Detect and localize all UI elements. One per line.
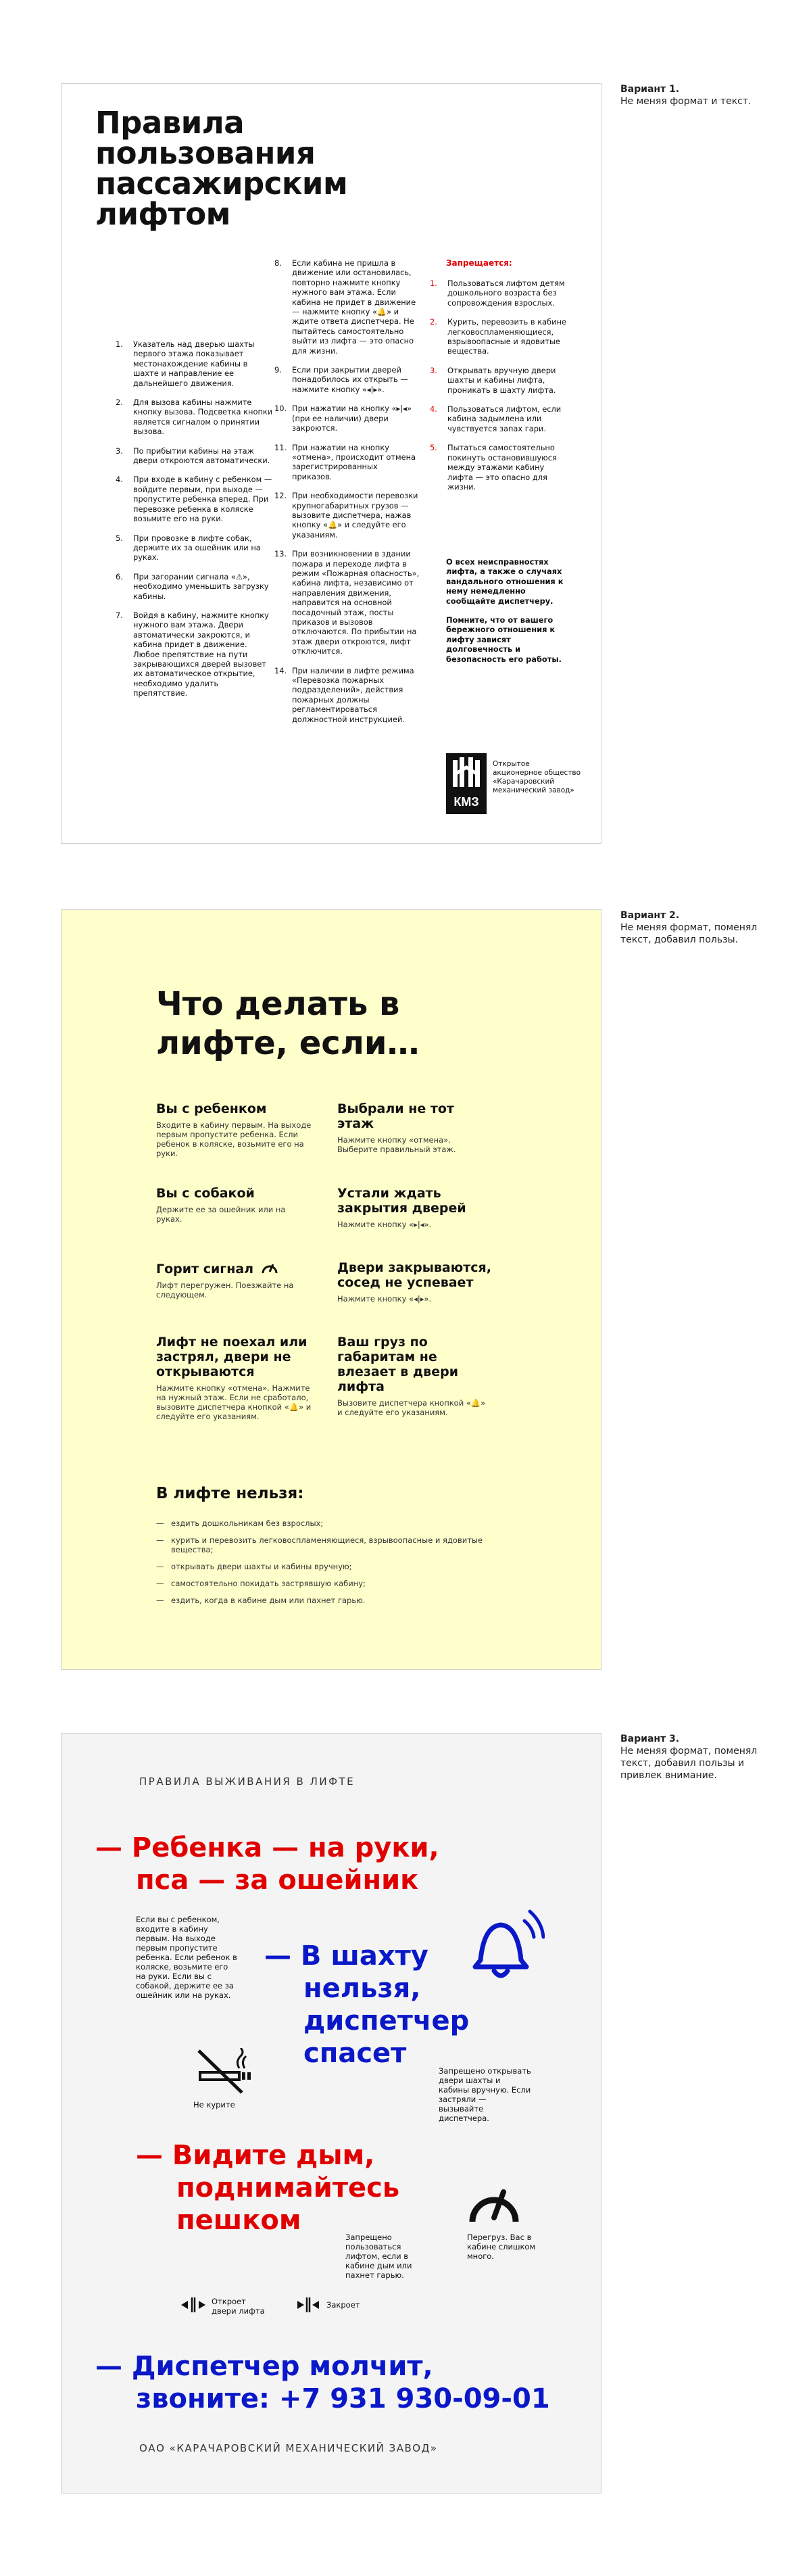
rule-item	[116, 475, 274, 523]
list-dash: —	[156, 1519, 164, 1528]
tip-neighbor	[337, 1260, 493, 1304]
rule-item	[274, 666, 420, 724]
tip-stuck	[156, 1335, 312, 1421]
variant2-note	[620, 909, 783, 946]
rule-text: Для вызова кабины нажмите кнопку вызова. Подсветка кнопки является сигналом о принятии вызова.	[133, 398, 273, 437]
smoke-text: Запрещено пользоваться лифтом, если в кабине дым или пахнет гарью.	[345, 2233, 412, 2280]
rule-number: 12.	[274, 491, 287, 501]
open-doors-label: Откроет двери лифта	[212, 2297, 265, 2316]
rule-text: При провозке в лифте собак, держите их за ошейник или на руках.	[133, 533, 261, 563]
rule-number: 4.	[430, 404, 437, 414]
rule-text: По прибытии кабины на этаж двери откроются автоматически.	[133, 446, 270, 466]
overload-gauge-icon	[467, 2180, 521, 2227]
rule-text: Пытаться самостоятельно покинуть остановившуюся между этажами кабину лифта — это опасно для жизни.	[447, 443, 557, 492]
rule-item	[116, 339, 274, 388]
rule-item	[274, 549, 420, 656]
no-smoking-icon	[193, 2048, 254, 2095]
forbidden-item	[430, 317, 572, 356]
tip-body: Нажмите кнопку «◂|▸».	[337, 1294, 432, 1304]
tip-heading: Вы с ребенком	[156, 1101, 267, 1116]
forbidden-text: самостоятельно покидать застрявшую кабину;	[171, 1579, 366, 1588]
forbidden-list	[156, 1519, 508, 1613]
headline-smoke: — Видите дым, поднимайтесь пешком	[136, 2140, 400, 2236]
rule-number: 9.	[274, 365, 282, 375]
close-doors-icon	[295, 2296, 322, 2314]
warning-remember: Помните, что от вашего бережного отношения к лифту зависят долговечность и безопасность его работы.	[446, 615, 562, 664]
forbidden-text: ездить дошкольникам без взрослых;	[171, 1519, 324, 1528]
rule-number: 8.	[274, 258, 282, 268]
variant1-note-title: Вариант 1.	[620, 84, 680, 95]
rule-number: 7.	[116, 610, 123, 620]
rule-number: 3.	[116, 446, 123, 456]
rule-item	[116, 398, 274, 437]
rule-text: Открывать вручную двери шахты и кабины лифта, проникать в шахту лифта.	[447, 365, 556, 395]
alarm-bell-icon	[457, 1906, 545, 1987]
rule-number: 10.	[274, 404, 287, 414]
tip-dog	[156, 1186, 312, 1224]
rule-item	[274, 404, 420, 433]
rule-number: 14.	[274, 665, 287, 675]
kmz-logo-icon	[446, 753, 487, 814]
tip-body: Лифт перегружен. Поезжайте на следующем.	[156, 1281, 294, 1299]
rule-number: 1.	[116, 339, 123, 349]
forbidden-item	[156, 1562, 508, 1571]
rules-column-2	[274, 258, 420, 734]
rule-number: 6.	[116, 571, 123, 581]
variant3-note-text: Не меняя формат, поменял текст, добавил пользы и привлек внимание.	[620, 1746, 758, 1781]
forbidden-item	[156, 1596, 508, 1605]
forbidden-item	[430, 404, 572, 433]
rule-number: 5.	[116, 533, 123, 543]
tip-body: Держите ее за ошейник или на руках.	[156, 1205, 286, 1224]
no-smoking-label: Не курите	[193, 2100, 235, 2109]
forbidden-item	[430, 443, 572, 492]
list-dash: —	[156, 1596, 164, 1605]
tip-close-doors	[337, 1186, 493, 1229]
headline-dispatcher: — Диспетчер молчит, звоните: +7 931 930-09-01	[95, 2351, 550, 2414]
rule-item	[116, 611, 274, 698]
list-dash: —	[156, 1579, 164, 1588]
headline-shaft: — В шахту нельзя, диспетчер спасет	[264, 1940, 470, 2069]
forbidden-text: ездить, когда в кабине дым или пахнет гарью.	[171, 1596, 366, 1605]
rule-number: 3.	[430, 365, 437, 375]
variant2-note-title: Вариант 2.	[620, 910, 680, 921]
rule-text: При наличии в лифте режима «Перевозка пожарных подразделений», действия пожарных должны регламентироваться должностной инструкцией.	[292, 665, 414, 724]
rule-item	[274, 491, 420, 540]
poster3-kicker: ПРАВИЛА ВЫЖИВАНИЯ В ЛИФТЕ	[139, 1775, 355, 1788]
tip-body: Вызовите диспетчера кнопкой «🔔» и следуйте его указаниям.	[337, 1398, 486, 1417]
forbidden-item	[430, 279, 572, 308]
variant2-note-text: Не меняя формат, поменял текст, добавил пользы.	[620, 922, 758, 945]
child-text: Если вы с ребенком, входите в кабину первым. На выходе первым пропустите ребенка. Если ребенок в коляске, возьмите его на руки. Если вы с собакой, держите ее за ошейник или на руках.	[136, 1915, 237, 2000]
tip-large-cargo	[337, 1335, 493, 1417]
tip-body: Нажмите кнопку «отмена». Выберите правильный этаж.	[337, 1135, 456, 1154]
forbidden-item	[156, 1535, 508, 1554]
open-doors-icon	[180, 2296, 207, 2314]
variant1-note-text: Не меняя формат и текст.	[620, 96, 752, 107]
warning-report: О всех неисправностях лифта, а также о случаях вандального отношения к нему немедленно сообщайте диспетчеру.	[446, 557, 564, 606]
tip-body: Входите в кабину первым. На выходе первым пропустите ребенка. Если ребенок в коляске, возьмите его на руки.	[156, 1120, 312, 1158]
organization-name: Открытое акционерное общество «Карачаровский механический завод»	[493, 760, 581, 794]
forbidden-item	[156, 1519, 508, 1528]
rule-text: При загорании сигнала «⚠», необходимо уменьшить загрузку кабины.	[133, 571, 269, 601]
rule-item	[116, 533, 274, 563]
forbidden-list	[430, 279, 572, 501]
tip-heading: Горит сигнал	[156, 1262, 254, 1277]
tip-heading: Выбрали не тот этаж	[337, 1101, 454, 1131]
warnings	[446, 557, 568, 673]
forbidden-item	[430, 366, 572, 395]
rule-number: 2.	[430, 317, 437, 327]
shaft-text: Запрещено открывать двери шахты и кабины вручную. Если застряли — вызывайте диспетчера.	[439, 2066, 531, 2123]
rule-item	[274, 443, 420, 482]
variant3-note	[620, 1733, 783, 1782]
tip-heading: Лифт не поехал или застрял, двери не открываются	[156, 1335, 308, 1379]
poster-variant-1	[61, 83, 601, 844]
rule-number: 1.	[430, 279, 437, 288]
variant3-note-title: Вариант 3.	[620, 1734, 680, 1744]
tip-heading: Ваш груз по габаритам не влезает в двери лифта	[337, 1335, 459, 1394]
forbidden-text: курить и перевозить легковоспламеняющиеся, взрывоопасные и ядовитые вещества;	[171, 1535, 483, 1554]
variant1-note	[620, 83, 783, 108]
rule-text: Если при закрытии дверей понадобилось их открыть — нажмите кнопку «◂|▸».	[292, 365, 408, 394]
tip-overload	[156, 1260, 312, 1299]
poster-variant-3	[61, 1733, 601, 2494]
rule-text: Пользоваться лифтом, если кабина задымлена или чувствуется запах гари.	[447, 404, 562, 433]
logo-text: КМЗ	[453, 795, 479, 809]
tip-heading: Вы с собакой	[156, 1186, 255, 1201]
rule-text: Курить, перевозить в кабине легковоспламеняющиеся, взрывоопасные и ядовитые вещества.	[447, 317, 566, 356]
rule-text: При возникновении в здании пожара и переходе лифта в режим «Пожарная опасность», кабина лифта, независимо от направления движения, направится на основной посадочный этаж, посты приказов и вызовов отключаются. По прибытии на этаж двери откроются, лифт отключится.	[292, 549, 420, 657]
tip-wrong-floor	[337, 1101, 493, 1154]
rule-number: 5.	[430, 443, 437, 453]
rule-text: При необходимости перевозки крупногабаритных грузов — вызовите диспетчера, нажав кнопку «🔔» и следуйте его указаниям.	[292, 491, 418, 540]
rule-number: 11.	[274, 442, 287, 452]
rule-text: Войдя в кабину, нажмите кнопку нужного вам этажа. Двери автоматически закроются, и кабина придет в движение. Любое препятствие на пути закрывающихся дверей вызовет их автоматическое открытие, необходимо удалить препятствие.	[133, 610, 269, 698]
list-dash: —	[156, 1562, 164, 1571]
forbidden-text: открывать двери шахты и кабины вручную;	[171, 1562, 352, 1571]
headline-child-dog: — Ребенка — на руки, пса — за ошейник	[95, 1832, 439, 1896]
poster2-title: Что делать в лифте, если…	[156, 985, 420, 1062]
rule-text: Пользоваться лифтом детям дошкольного возраста без сопровождения взрослых.	[447, 279, 565, 308]
poster-variant-2	[61, 909, 601, 1670]
tip-body: Нажмите кнопку «отмена». Нажмите на нужный этаж. Если не сработало, вызовите диспетчера кнопкой «🔔» и следуйте его указаниям.	[156, 1383, 312, 1421]
rule-number: 2.	[116, 398, 123, 408]
overload-text: Перегруз. Вас в кабине слишком много.	[467, 2233, 536, 2261]
close-doors-label: Закроет	[326, 2300, 360, 2310]
poster1-title: Правила пользования пассажирским лифтом	[95, 105, 348, 232]
rule-number: 4.	[116, 475, 123, 485]
tip-body: Нажмите кнопку «▸|◂».	[337, 1220, 432, 1229]
forbidden-heading: В лифте нельзя:	[156, 1485, 304, 1502]
rule-text: Если кабина не пришла в движение или остановилась, повторно нажмите кнопку нужного вам этажа. Если кабина не придет в движение — нажмите кнопку «🔔» и ждите ответа диспетчера. Не пытайтесь самостоятельно выйти из лифта — это опасно для жизни.	[292, 258, 416, 356]
rule-number: 13.	[274, 549, 287, 559]
forbidden-heading: Запрещается:	[446, 258, 512, 268]
overload-gauge-icon	[261, 1260, 278, 1275]
poster3-footer: ОАО «КАРАЧАРОВСКИЙ МЕХАНИЧЕСКИЙ ЗАВОД»	[139, 2442, 438, 2454]
rule-item	[116, 572, 274, 601]
tip-heading: Двери закрываются, сосед не успевает	[337, 1260, 491, 1290]
rule-item	[274, 365, 420, 394]
rule-text: При входе в кабину с ребенком — войдите первым, при выходе — пропустите ребенка вперед. При перевозке ребенка в коляске возьмите его на руки.	[133, 475, 272, 524]
rule-text: Указатель над дверью шахты первого этажа показывает местонахождение кабины в шахте и направление ее дальнейшего движения.	[133, 339, 255, 388]
rules-column-1	[116, 339, 274, 708]
list-dash: —	[156, 1535, 164, 1545]
rule-item	[274, 258, 420, 356]
forbidden-item	[156, 1579, 508, 1588]
tip-child	[156, 1101, 312, 1158]
rule-text: При нажатии на кнопку «отмена», происходит отмена зарегистрированных приказов.	[292, 442, 416, 481]
rule-text: При нажатии на кнопку «▸|◂» (при ее наличии) двери закроются.	[292, 404, 412, 433]
rule-item	[116, 446, 274, 466]
tip-heading: Устали ждать закрытия дверей	[337, 1186, 466, 1216]
